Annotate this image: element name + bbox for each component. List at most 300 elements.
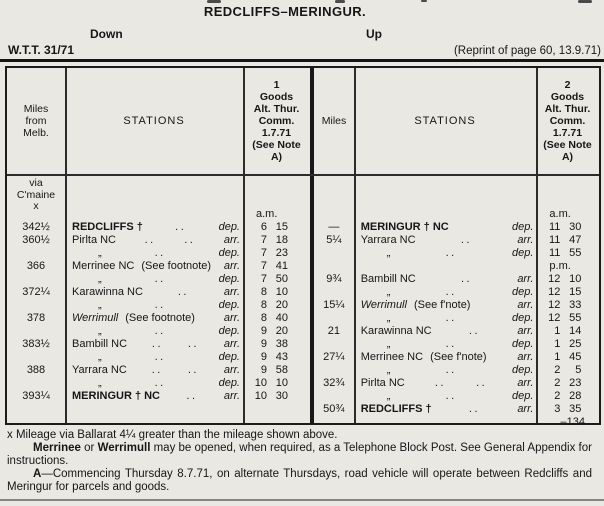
timetable-row [7,312,310,325]
via-note-line: C'maine [16,188,56,201]
timetable-row [7,260,310,273]
timetable-row [314,338,599,351]
time-minute: 40 [275,312,288,324]
station-cell [354,390,537,403]
top-rule [0,59,604,62]
time-minute: 38 [275,338,288,350]
arr-dep-label: arr. [223,234,240,246]
timetable-row [314,377,599,390]
timetable-row [314,260,599,273]
dot-group: .. [154,247,166,259]
timetable-row [7,351,310,364]
timetable-row [7,364,310,377]
station-footnote-ref: (See f'note) [430,351,487,363]
footnote-bold-term: A [33,468,42,480]
arr-dep-label: arr. [517,377,534,389]
station-cell [354,208,537,221]
time-minute: 20 [275,325,288,337]
station-name: „ [98,247,102,259]
station-cell [354,377,537,390]
via-note-line: via [29,177,43,189]
time-hour: 9 [260,351,267,363]
footnote [7,429,592,442]
dot-group: .. [460,234,472,246]
miles-cell: 5¼ [326,234,342,246]
time-minute: 15 [569,286,582,298]
header-line: A) [270,151,283,163]
dot-group: .. [184,234,196,246]
time-cell [243,299,310,312]
header-line: Alt. Thur. [544,103,591,115]
timetable-row [7,338,310,351]
footnote [7,468,592,494]
time-minute: 28 [569,390,582,402]
header-line: (See Note [252,139,301,151]
footnote-text: —Commencing Thursday 8.7.71, on alternate Thursdays, road vehicle will operate between Redcliffs and Meringur for parcels and goods. [7,468,592,493]
miles-cell [7,208,65,221]
timetable-row [7,325,310,338]
station-name: „ [98,325,102,337]
timetable-row [314,247,599,260]
timetable-row [7,234,310,247]
meridiem-label: p.m. [549,260,571,272]
time-hour: 2 [554,390,561,402]
down-direction-label: Down [90,27,123,41]
time-cell [536,286,599,299]
header-line: Goods [259,91,294,103]
station-cell [65,286,243,299]
header-line: Miles [321,115,347,127]
time-minute: 41 [275,260,288,272]
arr-dep-label: arr. [517,325,534,337]
down-stations-header: STATIONS [123,115,185,127]
leader-dots [143,286,224,299]
station-cell [65,364,243,377]
station-footnote-ref: (See footnote) [141,260,212,272]
miles-cell: — [328,221,340,233]
leader-dots [116,234,224,247]
miles-cell [314,364,354,377]
down-miles-header [7,68,65,174]
time-cell [536,377,599,390]
time-minute: 15 [275,221,288,233]
time-minute: 23 [569,377,582,389]
station-cell [354,364,537,377]
dot-group: .. [154,273,166,285]
station-cell [354,286,537,299]
station-footnote-ref: (See footnote) [125,312,195,324]
time-hour: 12 [548,286,561,298]
leader-dots [160,390,224,403]
station-cell [65,247,243,260]
leader-dots [127,364,224,377]
arr-dep-label: dep. [511,286,534,298]
dot-group: .. [154,325,166,337]
time-hour: 11 [548,221,561,233]
time-cell [536,221,599,234]
time-hour: 8 [260,312,267,324]
time-cell [536,403,599,416]
time-hour: 7 [260,273,267,285]
dot-group: .. [460,273,473,285]
station-cell [65,390,243,403]
footnotes [7,429,592,494]
station-name: Merrinee NC [360,351,424,363]
station-name: Bambill NC [360,273,416,285]
arr-dep-label: dep. [218,351,240,363]
leader-dots [416,234,518,247]
station-name: Merrinee NC [72,260,135,272]
station-cell [354,403,537,416]
time-cell [243,260,310,273]
up-stations-header: STATIONS [414,115,476,127]
dot-group: .. [445,312,457,324]
scan-artifact [578,0,592,3]
station-name: MERINGUR † NC [72,390,161,402]
station-cell [354,351,537,364]
dot-group: .. [468,325,481,337]
meridiem-label: a.m. [549,208,571,220]
station-name: „ [386,247,391,259]
leader-dots [102,325,219,338]
time-minute: 14 [569,325,582,337]
footnote-text: x Mileage via Ballarat 4¼ greater than the mileage shown above. [7,429,338,441]
timetable-row [7,286,310,299]
leader-dots [102,247,219,260]
miles-cell [7,325,65,338]
arr-dep-label: arr. [517,351,534,363]
miles-cell [314,312,354,325]
arr-dep-label: dep. [218,299,240,311]
header-line: A) [561,151,574,163]
arr-dep-label: dep. [511,390,534,402]
dot-group: .. [187,338,200,350]
time-cell [243,247,310,260]
dot-group: .. [445,338,457,350]
leader-dots [390,286,512,299]
station-name: Pirlta NC [72,234,117,246]
miles-cell: 383½ [22,338,50,350]
station-cell [354,234,537,247]
arr-dep-label: dep. [218,377,240,389]
header-line: from [25,115,47,127]
time-cell [243,221,310,234]
station-cell [65,299,243,312]
time-cell [243,377,310,390]
dot-group: .. [445,390,457,402]
station-cell [354,312,537,325]
timetable-row [314,390,599,403]
miles-cell: 50¾ [323,403,345,415]
time-cell [536,299,599,312]
timetable-row [314,234,599,247]
time-cell [536,338,599,351]
station-name: Bambill NC [72,338,128,350]
time-cell [243,390,310,403]
timetable-row [314,286,599,299]
time-minute: 58 [275,364,288,376]
time-hour: 11 [548,247,561,259]
time-hour: 2 [554,364,561,376]
footnote-bold-term: Werrimull [97,442,151,454]
miles-cell [314,416,354,429]
station-name: „ [98,273,102,285]
station-name: „ [98,377,102,389]
station-name: Werrimull [360,299,407,311]
miles-cell [314,286,354,299]
miles-cell: 32¾ [323,377,345,389]
miles-cell: 378 [26,312,46,324]
leader-dots [405,377,518,390]
wtt-reference: W.T.T. 31/71 [8,43,75,57]
time-minute: 50 [275,273,288,285]
timetable-row [314,273,599,286]
timetable-row [314,312,599,325]
station-name: Werrimull [72,312,119,324]
time-minute: 43 [275,351,288,363]
station-cell [354,299,537,312]
station-cell [65,338,243,351]
dot-group: .. [154,351,166,363]
miles-cell [7,273,65,286]
arr-dep-label: arr. [517,234,534,246]
time-cell [243,325,310,338]
time-cell [536,364,599,377]
station-cell [354,338,537,351]
station-cell [354,273,537,286]
time-minute: 20 [275,299,288,311]
dot-group: .. [445,286,457,298]
time-cell [536,247,599,260]
arr-dep-label: dep. [218,247,240,259]
time-hour: 6 [260,221,267,233]
bottom-rule [0,499,604,501]
leader-dots [102,377,219,390]
time-hour: 9 [260,364,267,376]
miles-cell: 366 [26,260,46,272]
miles-cell [314,260,354,273]
time-cell [536,234,599,247]
miles-cell [7,377,65,390]
header-line: 1.7.71 [261,127,292,139]
leader-dots [416,273,518,286]
time-hour: 8 [260,299,267,311]
station-cell [65,208,243,221]
station-name: Karawinna NC [72,286,143,298]
arr-dep-label: arr. [517,299,534,311]
leader-dots [102,351,219,364]
arr-dep-label: dep. [511,338,534,350]
leader-dots [390,364,512,377]
time-minute: 23 [275,247,288,259]
time-minute: 10 [275,286,288,298]
arr-dep-label: arr. [223,338,240,350]
time-minute: 30 [275,390,288,402]
header-line: Melb. [23,127,49,139]
time-minute: 5 [575,364,582,376]
up-table-body [314,208,599,429]
leader-dots [432,325,518,338]
header-divider [7,174,599,176]
time-minute: 35 [569,403,582,415]
station-cell [354,221,537,234]
arr-dep-label: arr. [223,312,240,324]
leader-dots [102,273,219,286]
station-cell [65,234,243,247]
station-name: „ [98,351,102,363]
time-minute: 45 [569,351,582,363]
dot-group: .. [154,377,166,389]
up-miles-header [314,68,354,174]
timetable-table [5,66,601,428]
miles-cell: 393¼ [22,390,50,402]
meridiem-label: a.m. [256,208,278,220]
page-title: REDCLIFFS–MERINGUR. [203,4,367,19]
header-line: Miles [23,103,49,115]
dot-group: .. [434,377,446,389]
reprint-note: (Reprint of page 60, 13.9.71) [453,45,601,57]
down-table-body [7,208,310,403]
station-cell [65,273,243,286]
station-name: „ [386,364,391,376]
station-name: Pirlta NC [360,377,405,389]
dot-group: .. [154,299,166,311]
time-hour: 12 [548,312,561,324]
time-cell [243,234,310,247]
header-line: (See Note [543,139,592,151]
time-hour: 12 [548,273,561,285]
dot-group: .. [445,364,457,376]
miles-cell [7,299,65,312]
miles-cell: 9¾ [326,273,342,285]
leader-dots [390,390,512,403]
time-minute: 10 [569,273,582,285]
miles-cell [7,247,65,260]
time-cell [243,273,310,286]
time-hour: 9 [260,325,267,337]
station-name: Yarrara NC [72,364,127,376]
timetable-row [314,325,599,338]
leader-dots [432,403,518,416]
time-hour: 3 [554,403,561,415]
arr-dep-label: dep. [511,312,534,324]
time-hour: 11 [548,234,561,246]
timetable-row [7,208,310,221]
time-hour: 1 [554,338,561,350]
time-minute: 33 [569,299,582,311]
station-cell [354,325,537,338]
header-line: 1.7.71 [552,127,583,139]
station-cell [354,260,537,273]
arr-dep-label: arr. [223,364,240,376]
miles-cell [314,247,354,260]
timetable-row [314,208,599,221]
station-cell [65,260,243,273]
time-cell [243,312,310,325]
station-footnote-ref: (See f'note) [413,299,471,311]
dot-group: .. [186,390,198,402]
footnote-text: or [80,442,98,454]
dot-group: .. [175,221,187,233]
time-cell [243,338,310,351]
time-minute: 55 [569,312,582,324]
timetable-row [314,364,599,377]
time-hour: 7 [260,234,267,246]
down-service-header [243,68,310,174]
time-cell [536,390,599,403]
time-cell [536,273,599,286]
header-line: Goods [550,91,585,103]
header-line: 1 [273,79,280,91]
dot-group: .. [476,377,488,389]
time-cell [243,286,310,299]
timetable-row [7,273,310,286]
dot-group: .. [144,234,156,246]
station-cell [65,377,243,390]
time-hour: 10 [254,377,267,389]
arr-dep-label: dep. [511,247,534,259]
timetable-row [7,247,310,260]
arr-dep-label: dep. [511,364,534,376]
station-cell [65,351,243,364]
arr-dep-label: arr. [223,390,240,402]
time-cell [536,351,599,364]
scan-artifact [335,0,345,3]
time-cell [243,364,310,377]
time-minute: 55 [569,247,582,259]
arr-dep-label: arr. [223,260,240,272]
station-name: REDCLIFFS † [360,403,432,415]
miles-cell [314,390,354,403]
timetable-row [314,299,599,312]
timetable-row [7,299,310,312]
timetable-row [314,351,599,364]
scan-artifact [207,0,221,3]
time-minute: 47 [569,234,582,246]
time-hour: 7 [260,247,267,259]
station-name: MERINGUR † NC [360,221,449,233]
station-cell [354,247,537,260]
up-direction-label: Up [366,27,382,41]
time-hour: 8 [260,286,267,298]
dot-group: .. [187,364,199,376]
station-cell [65,221,243,234]
time-cell [536,325,599,338]
miles-cell [314,208,354,221]
time-hour: 12 [548,299,561,311]
miles-cell [7,351,65,364]
dot-group: .. [468,403,481,415]
arr-dep-label: arr. [517,273,534,285]
timetable-row [7,377,310,390]
miles-cell [314,338,354,351]
leader-dots [127,338,224,351]
time-hour: 7 [260,260,267,272]
up-service-header [536,68,599,174]
time-hour: 1 [554,325,561,337]
station-cell [65,325,243,338]
miles-cell: 360½ [22,234,50,246]
miles-cell: 21 [327,325,340,337]
time-minute: 25 [569,338,582,350]
dot-group: .. [151,364,163,376]
leader-dots [143,221,219,234]
arr-dep-label: arr. [223,286,240,298]
timetable-row [7,390,310,403]
miles-cell: 15¼ [323,299,345,311]
station-name: Yarrara NC [360,234,416,246]
leader-dots [102,299,219,312]
